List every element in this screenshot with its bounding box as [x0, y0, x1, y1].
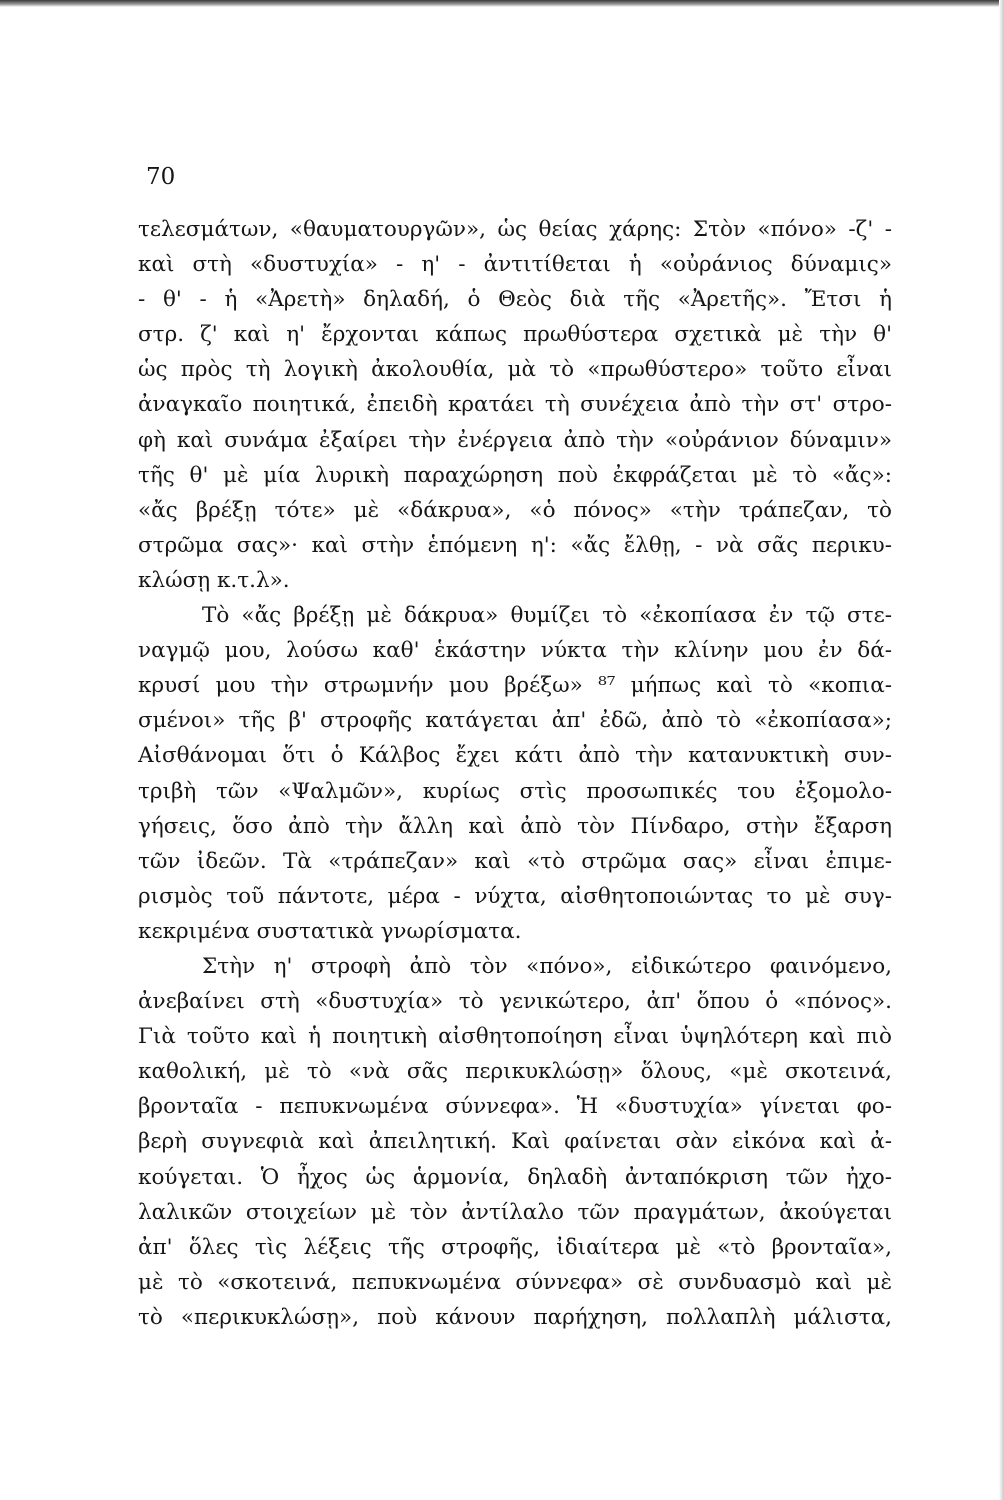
text-line: Στὴν η' στροφὴ ἀπὸ τὸν «πόνο», εἰδικώτερο φαινόμενο,	[202, 953, 892, 979]
text-line: Αἰσθάνομαι ὅτι ὁ Κάλβος ἔχει κάτι ἀπὸ τὴν κατανυκτικὴ συν-	[138, 743, 892, 769]
text-line: ἀνεβαίνει στὴ «δυστυχία» τὸ γενικώτερο, ἀπ' ὅπου ὁ «πόνος».	[138, 989, 892, 1015]
page-number: 70	[146, 164, 176, 190]
text-line: βερὴ συγνεφιὰ καὶ ἀπειλητική. Καὶ φαίνεται σὰν εἰκόνα καὶ ἀ-	[138, 1129, 892, 1155]
text-line: ναγμῷ μου, λούσω καθ' ἑκάστην νύκτα τὴν κλίνην μου ἐν δά-	[138, 638, 892, 664]
text-line: Γιὰ τοῦτο καὶ ἡ ποιητικὴ αἰσθητοποίηση εἶναι ὑψηλότερη καὶ πιὸ	[138, 1024, 892, 1050]
text-line: τὸ «περικυκλώσῃ», ποὺ κάνουν παρήχηση, πολλαπλὴ μάλιστα,	[138, 1304, 892, 1330]
text-line: κρυσί μου τὴν στρωμνήν μου βρέξω» ⁸⁷ μήπως καὶ τὸ «κοπια-	[138, 673, 892, 699]
text-line: ὡς πρὸς τὴ λογικὴ ἀκολουθία, μὰ τὸ «πρωθύστερο» τοῦτο εἶναι	[138, 357, 892, 383]
text-line: φὴ καὶ συνάμα ἐξαίρει τὴν ἐνέργεια ἀπὸ τὴν «οὐράνιον δύναμιν»	[138, 427, 892, 453]
text-line: ρισμὸς τοῦ πάντοτε, μέρα - νύχτα, αἰσθητοποιώντας το μὲ συγ-	[138, 883, 892, 909]
text-line: τριβὴ τῶν «Ψαλμῶν», κυρίως στὶς προσωπικές του ἐξομολο-	[138, 778, 892, 804]
text-line: - θ' - ἡ «Ἀρετὴ» δηλαδή, ὁ Θεὸς διὰ τῆς «Ἀρετῆς». Ἔτσι ἡ	[138, 287, 892, 313]
text-line: κούγεται. Ὁ ἦχος ὡς ἁρμονία, δηλαδὴ ἀνταπόκριση τῶν ἠχο-	[138, 1164, 892, 1190]
text-line: μὲ τὸ «σκοτεινά, πεπυκνωμένα σύννεφα» σὲ συνδυασμὸ καὶ μὲ	[138, 1269, 892, 1295]
text-line: κλώσῃ κ.τ.λ».	[138, 567, 290, 593]
body-text	[138, 212, 892, 1335]
text-line: καὶ στὴ «δυστυχία» - η' - ἀντιτίθεται ἡ «οὐράνιος δύναμις»	[138, 252, 892, 278]
text-line: τῶν ἰδεῶν. Τὰ «τράπεζαν» καὶ «τὸ στρῶμα σας» εἶναι ἐπιμε-	[138, 848, 892, 874]
text-line: στρ. ζ' καὶ η' ἔρχονται κάπως πρωθύστερα σχετικὰ μὲ τὴν θ'	[138, 322, 892, 348]
text-line: γήσεις, ὅσο ἀπὸ τὴν ἄλλη καὶ ἀπὸ τὸν Πίνδαρο, στὴν ἔξαρση	[138, 813, 892, 839]
text-line: ἀναγκαῖο ποιητικά, ἐπειδὴ κρατάει τὴ συνέχεια ἀπὸ τὴν στ' στρο-	[138, 392, 892, 418]
text-line: λαλικῶν στοιχείων μὲ τὸν ἀντίλαλο τῶν πραγμάτων, ἀκούγεται	[138, 1199, 892, 1225]
paragraph	[138, 212, 892, 598]
text-line: τῆς θ' μὲ μία λυρικὴ παραχώρηση ποὺ ἐκφράζεται μὲ τὸ «ἄς»:	[138, 462, 892, 488]
text-line: τελεσμάτων, «θαυματουργῶν», ὡς θείας χάρης: Στὸν «πόνο» -ζ' -	[138, 217, 892, 242]
text-line: ἀπ' ὅλες τὶς λέξεις τῆς στροφῆς, ἰδιαίτερα μὲ «τὸ βρονταῖα»,	[138, 1234, 892, 1260]
text-line: στρῶμα σας»· καὶ στὴν ἑπόμενη η': «ἄς ἔλθῃ, - νὰ σᾶς περικυ-	[138, 532, 892, 558]
text-line: σμένοι» τῆς β' στροφῆς κατάγεται ἀπ' ἐδῶ, ἀπὸ τὸ «ἐκοπίασα»;	[138, 708, 892, 734]
text-line: «ἄς βρέξῃ τότε» μὲ «δάκρυα», «ὁ πόνος» «τὴν τράπεζαν, τὸ	[138, 497, 892, 523]
text-line: κεκριμένα συστατικὰ γνωρίσματα.	[138, 918, 522, 944]
text-line: Τὸ «ἄς βρέξῃ μὲ δάκρυα» θυμίζει τὸ «ἐκοπίασα ἐν τῷ στε-	[202, 603, 892, 629]
paragraph	[138, 949, 892, 1335]
scan-top-edge	[0, 0, 1004, 7]
scan-right-edge	[999, 0, 1004, 1500]
paragraph	[138, 598, 892, 949]
text-line: καθολική, μὲ τὸ «νὰ σᾶς περικυκλώσῃ» ὅλους, «μὲ σκοτεινά,	[138, 1059, 892, 1085]
text-line: βρονταῖα - πεπυκνωμένα σύννεφα». Ἡ «δυστυχία» γίνεται φο-	[138, 1094, 892, 1120]
